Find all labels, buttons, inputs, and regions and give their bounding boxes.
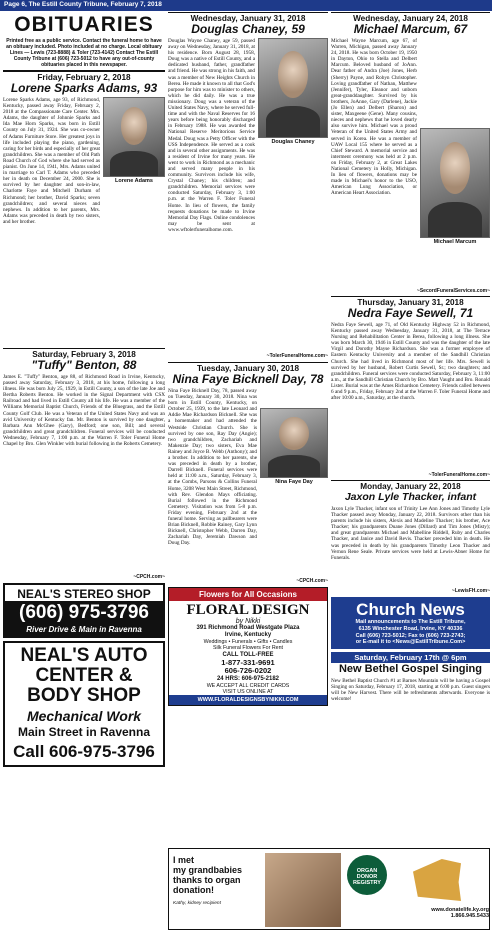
obit-text: Michael Wayne Marcum, age 67, of Warren, Michigan, passed away January 24, 2018. He was born October 19, 1950 in Dayton, Ohio to Stella and Delbert Marcum. Beloved husband of JoAnn. Dear father of Andra (Joe) Jones, Herb (Sherry) Payne, and Robyn Christopher. Loving grandfather of Nathan, Matthew (Jennifer), Tyler, Eleanor and unborn great-granddaughter. Survived by his brothers, JoAnne, Gary (Darlene), Jackie (Jo Ellen) and Delbert (Sharon) and sister, Maxgeene (Gene). Many cousins, nieces and nephews that he loved dearly also survive him. Michael was a proud Veteran of the United States Army and served in Korea. He was a member of UAW Local 155 where he served as a Chief Steward. A memorial service and interment ceremony was held at 2 p.m. on Friday, February 2, at Great Lakes National Cemetery in Holly, Michigan. In lieu of flowers, donations may be made in Michael's honor to the USO, American Lung Association, or American Heart Association. [331,38,417,197]
obit-text: Nina Faye Bicknell Day, 78, passed away on Tuesday, January 30, 2018. Nina was born in Estill County, Kentucky, on October 25, 1939, to the late Leonard and Addie Mae Richardson Bicknell. She was a homemaker and had attended the Westside Christian Church. She is survived by one son, Ray Day (Angie); two grandchildren, Zachariah and Makenzie Day; two sisters, Eva Mae Rainey and Joyce B. Webb (Anthony); and a brother. In addition to her parents, she was preceded in death by a brother, Darrell Bicknell. Funeral services were held at 11:00 a.m., Saturday, February 3, at the Combs, Parsons & Collins Funeral Home, 3208 West Main Street, Richmond, with Rev. Glendon Mays officiating. Burial followed in the Richmond Cemetery. Visitation was from 5-8 p.m. Friday evening, February 2nd at the funeral home. Serving as pallbearers were Brian Bicknell, Robbie Rainey, Gary Lynn Bicknell, Christopher Webb, Darren Day, Zachariah Day, Jeremiah Dawson and Doug Day. [168,388,257,547]
source-credit: ~TolerFuneralHome.com~ [266,353,328,359]
floral-design-ad [168,587,328,706]
obit-photo [258,38,328,145]
obit-name: Jaxon Lyle Thacker, infant [344,491,477,503]
obit-text: Douglas Wayne Chaney, age 59, passed away on Wednesday, January 31, 2018, at his residence. Born August 28, 1958, Doug was a native of Estill County, and a dedicated husband, father, grandfather and friend. He was strong in his faith, and was a member of New Heights Church in Berea. He made it known to all that God's purpose for him was to minister to others, which he did daily. He was a true missionary. Doug was a veteran of the United States Navy, where he served full-time and with the Naval Reserves for 16 years before being honorably discharged in February 1988. He was awarded the National Reserve Meritorious Service Medal. Doug was a Petty Officer with the USS Independence. He served as a cook and in several other assignments. He was a resident of Irvine for many years. He went to work in Richmond as a mechanic and served many people in his community. Survivors include his wife, Crystal Chaney; his children; and grandchildren. Memorial services were conducted Saturday, February 3, 1:00 p.m. at the Warren F. Toler Funeral Home. In lieu of flowers, the family requests donations be made to Irvine Memorial Day Flags. Online condolences may be sent at www.wftolerfuneralhome.com. [168,38,255,233]
page-header: Page 6, The Estill County Tribune, February 7, 2018 [0,0,492,11]
church-news-line: Mail announcements to The Estill Tribune, [355,619,466,625]
church-news-box [331,597,490,649]
obit-date: Wednesday, January 31, 2018 [168,12,328,23]
ad-cards: WE ACCEPT ALL CREDIT CARDS [206,682,290,689]
ad-website[interactable]: WWW.FLORALDESIGNSBYNIKKI.COM [169,695,327,705]
obit-text: Nedra Faye Sewell, age 71, of Old Kentucky Highway 52 in Richmond, Kentucky passed away Wednesday, January 31, 2018, at The Terrace Nursing and Rehabilitation Center in Berea, following a long illness. She was born March 30, 1946 in Estill County and was the daughter of the late Virgil and Dorothy Mayse Richardson. She was a former employee of Eastern Kentucky University and a member of the Sandhill Christian Church. She had lived in Richmond most of her life. Mrs. Sewell is survived by her husband, Robert Curtis Sewell, Sr.; two daughters; and grandchildren. Funeral services were conducted Saturday, February 3, 11:00 a.m., at the Sandhill Christian Church by Bro. Matt Vaught and Bro. Ronald Lister. Burial was at the Ames Richardson Cemetery. Friends called between 6 and 9 p.m., Friday, February 2nd at the Warren F. Toler Funeral Home and after 10:00 a.m., Saturday, at the church. [331,322,490,402]
event-text: New Bethel Baptist Church #1 at Barnes Mountain will be having a Gospel Singing on Saturday, February 17, 2018, starting at 6:00 p.m. Guest singers will be New Harvest. There will be refreshments afterwards. Everyone is welcome! [331,678,490,703]
church-news-title: Church News [356,600,465,619]
obituaries-title: OBITUARIES [14,13,154,36]
obit-name: Lorene Sparks Adams, 93 [10,81,158,95]
obit-name: Nina Faye Bicknell Day, 78 [172,372,324,386]
source-credit: ~LewisFH.com~ [451,588,490,594]
ad-line: Main Street in Ravenna [17,725,151,739]
ad-title: FLORAL DESIGN [186,602,310,618]
organ-donor-badge-icon: ORGAN DONOR REGISTRY [347,855,387,895]
church-news-line: 6135 Winchester Road, Irvine, KY 40336 [358,625,463,632]
obit-date: Monday, January 22, 2018 [331,480,490,491]
obit-photo [420,128,490,245]
ad-phone: 606-726-0202 [224,666,272,676]
source-credit: ~CPCH.com~ [133,574,165,580]
ad-line: Mechanical Work [26,708,142,724]
kentucky-map-icon [413,859,461,901]
obit-name: "Tuffy" Benton, 88 [31,358,137,372]
column-1 [3,12,165,930]
donor-website[interactable]: www.donatelife.ky.org 1.866.945.5433 [431,907,489,919]
donor-caption: Kathy, kidney recipient [173,901,221,906]
obit-name: Michael Marcum, 67 [353,22,468,36]
ad-subtitle: River Drive & Main in Ravenna [5,625,163,636]
neals-auto-ad [3,641,165,767]
photo-caption: Lorene Adams [114,178,153,184]
obit-photo [260,408,328,485]
donor-photo [265,853,341,927]
ad-banner: Flowers for All Occasions [169,588,327,601]
ad-phone: 1-877-331-9691 [221,657,275,667]
source-credit: ~CPCH.com~ [296,578,328,584]
column-2 [168,12,328,930]
event-date-bar: Saturday, February 17th @ 6pm [331,652,490,663]
obituary-policy: Printed free as a public service. Contact the funeral home to have an obituary included. Photo included at no charge. Local obituary Lines — Lewis (723-8888) & Toler (723-4142) Contact The Estill County Tribune at (606) 723-5012 to have any out-of-county obituaries placed in this newspaper. [3,37,165,71]
obit-name: Nedra Faye Sewell, 71 [347,306,474,320]
ad-line: NEAL'S AUTO [20,645,148,666]
ad-byline: by Nikki [235,618,261,625]
ad-label: CALL TOLL-FREE [222,651,274,658]
ad-address: 391 Richmond Road Westgate Plaza [196,625,300,631]
ad-title: NEAL'S STEREO SHOP [5,585,163,601]
obit-photo [103,97,165,184]
ad-line: BODY SHOP [27,685,141,706]
ad-city: Irvine, Kentucky [224,632,272,638]
photo-caption: Michael Marcum [433,239,477,245]
neals-stereo-ad [3,583,165,638]
obit-date: Saturday, February 3, 2018 [3,348,165,359]
ad-phone: (606) 975-3796 [5,601,163,625]
obit-name: Douglas Chaney, 59 [191,22,305,36]
ad-phone: Call 606-975-3796 [13,742,155,761]
church-news-line: Call (606) 723-5012; Fax to (606) 723-2743; [355,632,466,639]
ad-services: Silk Funeral Flowers For Rent [212,645,284,652]
ad-visit: VISIT US ONLINE AT [222,688,274,695]
obit-date: Tuesday, January 30, 2018 [168,362,328,373]
obit-date: Friday, February 2, 2018 [3,71,165,82]
source-credit: ~TolerFuneralHome.com~ [428,472,490,478]
donor-headline: I met my grandbabies thanks to organ donation! [173,855,243,895]
ad-services: Weddings • Funerals • Gifts • Candles [203,639,293,645]
photo-caption: Douglas Chaney [271,139,315,145]
source-credit: ~SecordFuneralServices.com~ [416,288,490,294]
obit-date: Wednesday, January 24, 2018 [331,12,490,23]
obit-text: Jaxon Lyle Thacker, infant son of Trinity Lee Ann Jones and Timothy Lyle Thacker passed away Monday, January 22, 2018. Survivors other than his parents include his sisters, Alexis and Madeline Thacker; his brother, Ace Thacker; his grandparents Duane Jones (Dillard) and Tim Jones (Misty); and great grandparents Michael and Mabelline Riddell, Ruby and Charles Thacker, and Janice and David Revis. Thacker preceded him in death. He was preceded in death by his grandparents Timothy Leon Thacker and Vernon Rene Seale. Private services were held at Lewis-Abner Home for Funerals. [331,506,490,561]
photo-caption: Nina Faye Day [275,479,313,485]
ad-line: CENTER & [35,665,133,686]
ad-hours: 24 HRS: 606-975-2182 [216,675,280,682]
obit-text: James E. "Tuffy" Benton, age 88, of Richmond Road in Irvine, Kentucky, passed away Saturday, February 3, 2018, at his home, following a long illness. He was born July 25, 1929, in Estill County, a son of the late Joe and Bertha Roberts Benton. He worked in the Signal Department with CSX Railroad and had lived in Estill County all his life. He was a member of the Williams Memorial Baptist Church, Friends of the Bluegrass, and the Estill County Golf Club. He was a Veteran of the United States Navy and was an avid University of Kentucky fan. Mr. Benton is survived by one daughter, Barbara Ann McGhee (Gary), Bedford; one son, Bill; and several grandchildren and great grandchildren. Funeral services will be conducted Wednesday, February 7, 1:00 p.m. at the Warren F. Toler Funeral Home Chapel by Bro. Glen Winkler with burial following in the Roberts Cemetery. [3,374,165,448]
church-news-email[interactable]: or E-mail it to <News@EstillTribune.Com> [355,639,466,646]
event-title: New Bethel Gospel Singing [338,663,483,676]
organ-donor-ad [168,848,490,930]
obit-date: Thursday, January 31, 2018 [331,296,490,307]
column-3 [331,12,490,930]
obit-text: Lorene Sparks Adams, age 93, of Richmond, Kentucky, passed away Friday, February 2, 2018 at the Compassionate Care Center. Mrs. Adams, the daughter of Johnnie Sparks and Ida Mae Horn Sparks, was born in Estill County on July 31, 1924. She was co-owner of Adams Furniture Store. Her greatest joys in life included playing the piano, gardening, caring for her birds and especially of her great grandchildren. She was a member of Old Path Road Church of God where she had served as pianist. On June 14, 1941, Mrs. Adams united in marriage to Carl T. Adams who preceded her in death on December 24, 2000. She is survived by her daughter and son-in-law, Charlotte Faye and Mitchell Durham of Richmond; her brother, David Sparks; seven grandchildren; and several nieces and nephews. In addition to her parents, Mrs. Adams was preceded in death by two sisters, and her brother. [3,97,100,225]
